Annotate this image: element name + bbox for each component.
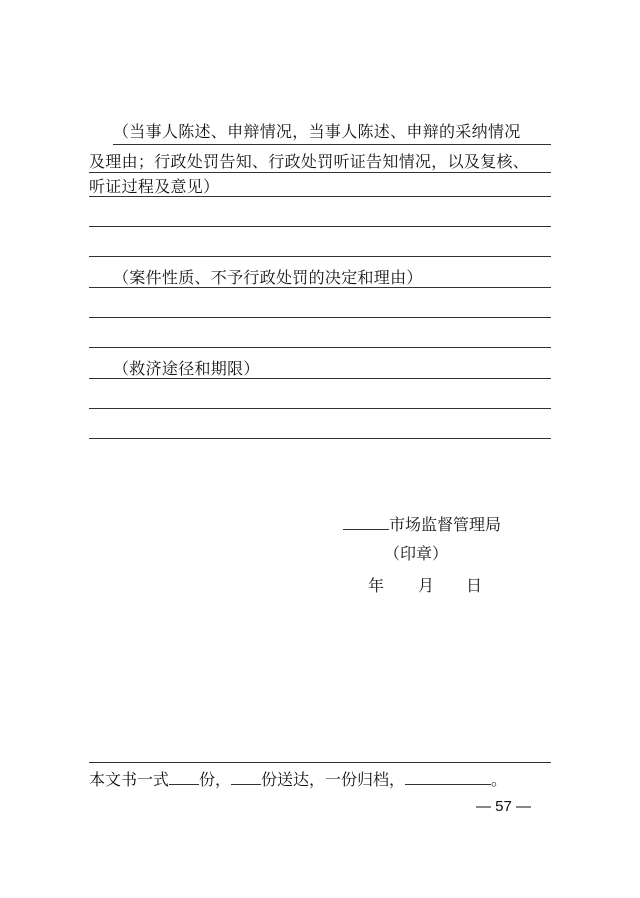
rule-2: [89, 172, 551, 173]
rule-1: [113, 144, 551, 145]
rule-10: [89, 408, 551, 409]
copies-blank-archive: [405, 768, 491, 785]
copies-line: [89, 768, 507, 790]
rule-3: [89, 196, 551, 197]
rule-5: [89, 256, 551, 257]
section1-line1: （当事人陈述、申辩情况，当事人陈述、申辩的采纳情况: [113, 122, 521, 141]
copies-blank-served: [231, 768, 261, 785]
copies-text-2: 份，: [199, 770, 232, 789]
rule-9: [89, 378, 551, 379]
date-day: 日: [466, 576, 483, 595]
authority-line: [343, 513, 501, 535]
rule-8: [89, 347, 551, 348]
rule-4: [89, 226, 551, 227]
rule-7: [89, 317, 551, 318]
copies-text-1: 本文书一式: [89, 770, 170, 789]
authority-name: 市场监督管理局: [389, 515, 502, 534]
page-number: — 57 —: [476, 798, 532, 815]
rule-6: [89, 287, 551, 288]
date-month: 月: [418, 576, 435, 595]
section1-line2: 及理由；行政处罚告知、行政处罚听证告知情况，以及复核、: [89, 152, 530, 171]
seal-label: （印章）: [384, 544, 449, 563]
section1-line3: 听证过程及意见）: [89, 177, 220, 196]
copies-blank-total: [169, 768, 199, 785]
authority-blank: [343, 513, 389, 530]
copies-text-4: 。: [491, 770, 508, 789]
section2-heading: （案件性质、不予行政处罚的决定和理由）: [113, 268, 423, 287]
copies-text-3: 份送达，一份归档，: [261, 770, 406, 789]
rule-11: [89, 438, 551, 439]
section3-heading: （救济途径和期限）: [113, 359, 260, 378]
date-year: 年: [368, 576, 385, 595]
footer-rule: [89, 762, 551, 763]
